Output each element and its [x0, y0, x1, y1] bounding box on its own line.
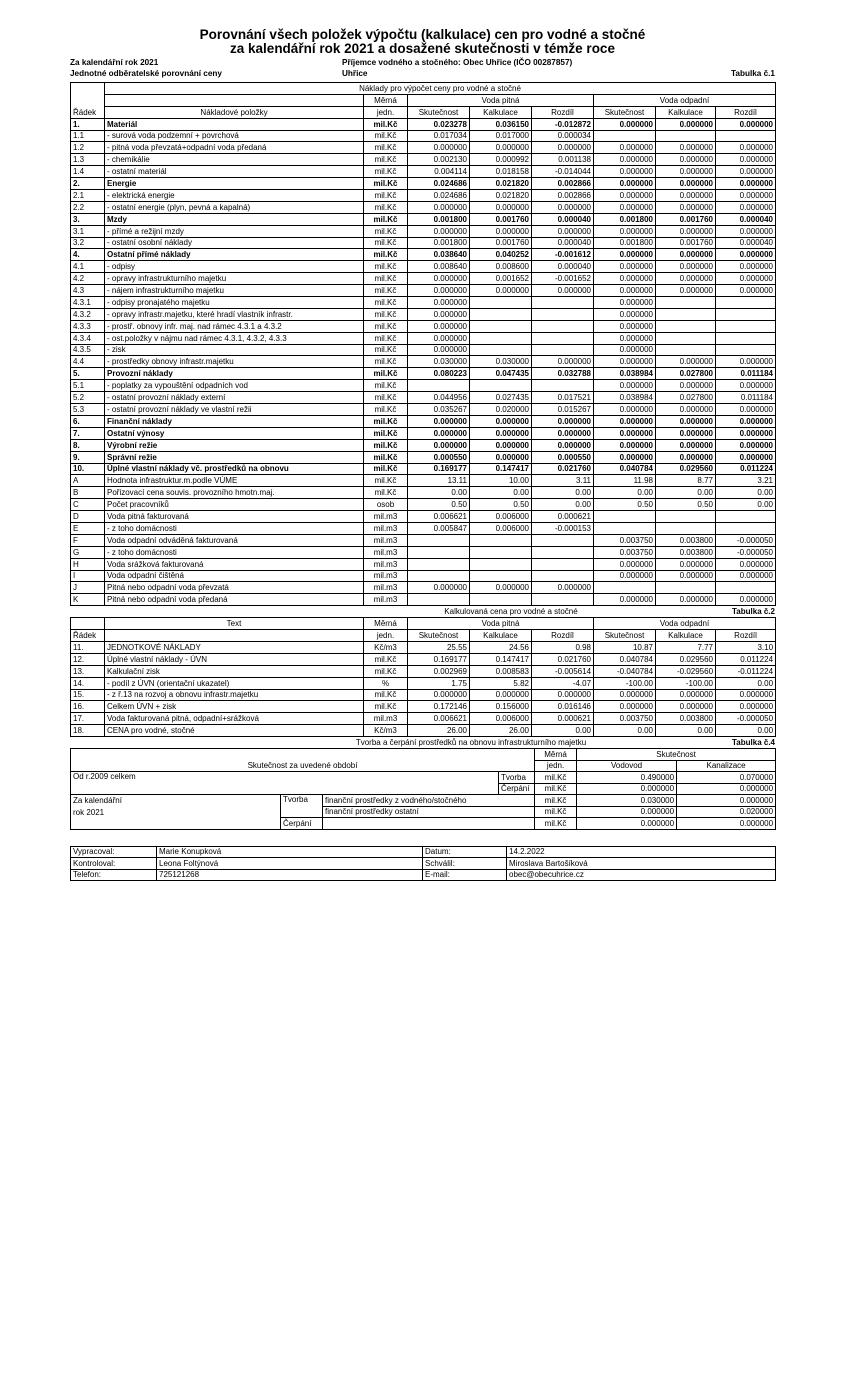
signature-table: Vypracoval: Marie Konupková Datum: 14.2.2022 Kontroloval: Leona Foltýnová Schválil: Miroslava Bartošíková Telefon: 725121268 E-mail: obec@obecuhrice.cz	[70, 846, 776, 882]
calendar-year: Za kalendářní rok 2021	[70, 58, 159, 67]
table1-label: Tabulka č.1	[731, 69, 775, 78]
table-row: 4.3.5 - zisk mil.Kč 0.000000 0.000000	[71, 344, 776, 356]
table-row: 5.3 - ostatní provozní náklady ve vlastní režii mil.Kč 0.035267 0.020000 0.015267 0.000000 0.000000 0.000000	[71, 404, 776, 416]
table2-label: Tabulka č.2	[732, 607, 775, 617]
odpadni-header: Voda odpadní	[594, 94, 776, 106]
table-row: 4.3.3 - prostř. obnovy infr. maj. nad rámec 4.3.1 a 4.3.2 mil.Kč 0.000000 0.000000	[71, 320, 776, 332]
table-row: H Voda srážková fakturovaná mil.m3 0.000000 0.000000 0.000000	[71, 558, 776, 570]
table-row: 13. Kalkulační zisk mil.Kč 0.002969 0.008583 -0.005614 -0.040784 -0.029560 -0.011224	[71, 665, 776, 677]
table2-caption: Kalkulovaná cena pro vodné a stočné Tabulka č.2	[444, 607, 775, 617]
prepared-by: Marie Konupková	[157, 846, 423, 858]
table-row: 5. Provozní náklady mil.Kč 0.080223 0.047435 0.032788 0.038984 0.027800 0.011184	[71, 368, 776, 380]
table-row: 17. Voda fakturovaná pitná, odpadní+srážková mil.m3 0.006621 0.006000 0.000621 0.003750 0.003800 -0.000050	[71, 713, 776, 725]
table-row: 1.4 - ostatní materiál mil.Kč 0.004114 0.018158 -0.014044 0.000000 0.000000 0.000000	[71, 166, 776, 178]
table-row: J Pitná nebo odpadní voda převzatá mil.m3 0.000000 0.000000 0.000000	[71, 582, 776, 594]
renewal-funds-table: Skutečnost za uvedené období Měrná Skutečnost jedn. Vodovod Kanalizace Od r.2009 celkem Tvorba mil.Kč 0.490000 0.070000 Čerpání mil.Kč 0.000000 0.000000 Za kalendářní Tvorba finanční prostředky z vodného/stočného mil.Kč 0.030000 0.000000 rok 2021 finanční prostředky ostatní mil.Kč 0.000000 0.020000 Čerpání mil.Kč 0.000000 0.000000	[70, 748, 776, 830]
table-row: 5.2 - ostatní provozní náklady externí mil.Kč 0.044956 0.027435 0.017521 0.038984 0.027800 0.011184	[71, 392, 776, 404]
table-row: 3. Mzdy mil.Kč 0.001800 0.001760 0.000040 0.001800 0.001760 0.000040	[71, 213, 776, 225]
table-row: 8. Výrobní režie mil.Kč 0.000000 0.000000 0.000000 0.000000 0.000000 0.000000	[71, 439, 776, 451]
table-row: G - z toho domácnosti mil.m3 0.003750 0.003800 -0.000050	[71, 546, 776, 558]
costs-table-body	[71, 118, 776, 606]
table-row: C Počet pracovníků osob 0.50 0.50 0.00 0.50 0.50 0.00	[71, 499, 776, 511]
table-row: 2.1 - elektrická energie mil.Kč 0.024686 0.021820 0.002866 0.000000 0.000000 0.000000	[71, 190, 776, 202]
price-table: Text Měrná Voda pitná Voda odpadní Řádek jedn. Skutečnost Kalkulace Rozdíl Skutečnost Kalkulace Rozdíl 11. JEDNOTKOVÉ NÁKLADY Kč/m3 25.55 24.56 0.98 10.87 7.77 3.10 12. Úplné vlastní náklady - ÚVN mil.Kč 0.169177 0.147417 0.021760 0.040784 0.029560 0.011224 13. Kalkulační zisk mil.Kč 0.002969 0.008583 -0.005614 -0.040784 -0.029560 -0.011224 14. - podíl z ÚVN (orientační ukazatel) % 1.75 5.82 -4.07 -100.00 -100.00 0.00 15. - z ř.13 na rozvoj a obnovu infrastr.majetku mil.Kč 0.000000 0.000000 0.000000 0.000000 0.000000 0.000000 16. Celkem ÚVN + zisk mil.Kč 0.172146 0.156000 0.016146 0.000000 0.000000 0.000000 17. Voda fakturovaná pitná, odpadní+srážková mil.m3 0.006621 0.006000 0.000621 0.003750 0.003800 -0.000050 18. CENA pro vodné, stočné Kč/m3 26.00 26.00 0.00 0.00 0.00 0.00	[70, 617, 776, 737]
table-row: B Pořizovací cena souvis. provozního hmotn.maj. mil.Kč 0.00 0.00 0.00 0.00 0.00 0.00	[71, 487, 776, 499]
table-row: 1. Materiál mil.Kč 0.023278 0.036150 -0.012872 0.000000 0.000000 0.000000	[71, 118, 776, 130]
cost-items-header: Nákladové položky	[105, 106, 364, 118]
table-row: K Pitná nebo odpadní voda předaná mil.m3 0.000000 0.000000 0.000000	[71, 594, 776, 606]
table-row: 3.1 - přímé a režijní mzdy mil.Kč 0.000000 0.000000 0.000000 0.000000 0.000000 0.000000	[71, 225, 776, 237]
table-row: 14. - podíl z ÚVN (orientační ukazatel) % 1.75 5.82 -4.07 -100.00 -100.00 0.00	[71, 677, 776, 689]
phone: 725121268	[157, 869, 423, 881]
table-row: 1.1 - surová voda podzemní + povrchová mil.Kč 0.017034 0.017000 0.000034	[71, 130, 776, 142]
approved-by: Miroslava Bartošíková	[507, 858, 776, 870]
costs-table: Řádek Náklady pro výpočet ceny pro vodné a stočné Měrná Voda pitná Voda odpadní Nákladové položky jedn. Skutečnost Kalkulace Rozdíl Skutečnost Kalkulace Rozdíl 1. Materiál mil.Kč 0.023278 0.036150 -0.012872 0.000000 0.000000 0.000000 1.1 - surová voda podzemní + povrchová mil.Kč 0.017034 0.017000 0.000034 1.2 - pitná voda převzatá+odpadní voda předaná mil.Kč 0.000000 0.000000 0.000000 0.000000 0.000000 0.000000 1.3 - chemikálie mil.Kč 0.002130 0.000992 0.001138 0.000000 0.000000 0.000000 1.4 - ostatní materiál mil.Kč 0.004114 0.018158 -0.014044 0.000000 0.000000 0.000000 2. Energie mil.Kč 0.024686 0.021820 0.002866 0.000000 0.000000 0.000000 2.1 - elektrická energie mil.Kč 0.024686 0.021820 0.002866 0.000000 0.000000 0.000000 2.2 - ostatní energie (plyn, pevná a kapalná) mil.Kč 0.000000 0.000000 0.000000 0.000000 0.000000 0.000000 3. Mzdy mil.Kč 0.001800 0.001760 0.000040 0.001800 0.001760 0.000040 3.1 - přímé a režijní mzdy mil.Kč 0.000000 0.000000 0.000000 0.000000 0.000000 0.000000 3.2 - ostatní osobní náklady mil.Kč 0.001800 0.001760 0.000040 0.001800 0.001760 0.000040 4. Ostatní přímé náklady mil.Kč 0.038640 0.040252 -0.001612 0.000000 0.000000 0.000000 4.1 - odpisy mil.Kč 0.008640 0.008600 0.000040 0.000000 0.000000 0.000000 4.2 - opravy infrastrukturního majetku mil.Kč 0.000000 0.001652 -0.001652 0.000000 0.000000 0.000000 4.3 - nájem infrastrukturního majetku mil.Kč 0.000000 0.000000 0.000000 0.000000 0.000000 0.000000 4.3.1 - odpisy pronajatého majetku mil.Kč 0.000000 0.000000 4.3.2 - opravy infrastr.majetku, které hradí vlastník infrastr. mil.Kč 0.000000 0.000000 4.3.3 - prostř. obnovy infr. maj. nad rámec 4.3.1 a 4.3.2 mil.Kč 0.000000 0.000000 4.3.4 - ost.položky v nájmu nad rámec 4.3.1, 4.3.2, 4.3.3 mil.Kč 0.000000 0.000000 4.3.5 - zisk mil.Kč 0.000000 0.000000 4.4 - prostředky obnovy infrastr.majetku mil.Kč 0.030000 0.030000 0.000000 0.000000 0.000000 0.000000 5. Provozní náklady mil.Kč 0.080223 0.047435 0.032788 0.038984 0.027800 0.011184 5.1 - poplatky za vypouštění odpadních vod mil.Kč 0.000000 0.000000 0.000000 5.2 - ostatní provozní náklady externí mil.Kč 0.044956 0.027435 0.017521 0.038984 0.027800 0.011184 5.3 - ostatní provozní náklady ve vlastní režii mil.Kč 0.035267 0.020000 0.015267 0.000000 0.000000 0.000000 6. Finanční náklady mil.Kč 0.000000 0.000000 0.000000 0.000000 0.000000 0.000000 7. Ostatní výnosy mil.Kč 0.000000 0.000000 0.000000 0.000000 0.000000 0.000000 8. Výrobní režie mil.Kč 0.000000 0.000000 0.000000 0.000000 0.000000 0.000000 9. Správní režie mil.Kč 0.000550 0.000000 0.000550 0.000000 0.000000 0.000000 10. Úplné vlastní náklady vč. prostředků na obnovu mil.Kč 0.169177 0.147417 0.021760 0.040784 0.029560 0.011224 A Hodnota infrastruktur.m.podle VÚME mil.Kč 13.11 10.00 3.11 11.98 8.77 3.21 B Pořizovací cena souvis. provozního hmotn.maj. mil.Kč 0.00 0.00 0.00 0.00 0.00 0.00 C Počet pracovníků osob 0.50 0.50 0.00 0.50 0.50 0.00 D Voda pitná fakturovaná mil.m3 0.006621 0.006000 0.000621 E - z toho domácnosti mil.m3 0.005847 0.006000 -0.000153 F Voda odpadní odváděná fakturovaná mil.m3 0.003750 0.003800 -0.000050 G - z toho domácnosti mil.m3 0.003750 0.003800 -0.000050 H Voda srážková fakturovaná mil.m3 0.000000 0.000000 0.000000 I Voda odpadní čištěná mil.m3 0.000000 0.000000 0.000000 J Pitná nebo odpadní voda převzatá mil.m3 0.000000 0.000000 0.000000 K Pitná nebo odpadní voda předaná mil.m3 0.000000 0.000000 0.000000	[70, 82, 776, 606]
recipient: Příjemce vodného a stočného: Obec Uhřice (IČO 00287857)	[342, 58, 573, 67]
checked-by: Leona Foltýnová	[157, 858, 423, 870]
document-page	[70, 28, 775, 881]
price-table-body	[71, 641, 776, 736]
table-row: 4.3.1 - odpisy pronajatého majetku mil.Kč 0.000000 0.000000	[71, 297, 776, 309]
comparison-label: Jednotné odběratelské porovnání ceny	[70, 69, 222, 78]
table-row: 2. Energie mil.Kč 0.024686 0.021820 0.002866 0.000000 0.000000 0.000000	[71, 178, 776, 190]
table-row: 4.1 - odpisy mil.Kč 0.008640 0.008600 0.000040 0.000000 0.000000 0.000000	[71, 261, 776, 273]
table-row: F Voda odpadní odváděná fakturovaná mil.m3 0.003750 0.003800 -0.000050	[71, 534, 776, 546]
table-row: I Voda odpadní čištěná mil.m3 0.000000 0.000000 0.000000	[71, 570, 776, 582]
table-row: 4. Ostatní přímé náklady mil.Kč 0.038640 0.040252 -0.001612 0.000000 0.000000 0.000000	[71, 249, 776, 261]
table-row: 4.2 - opravy infrastrukturního majetku mil.Kč 0.000000 0.001652 -0.001652 0.000000 0.000000 0.000000	[71, 273, 776, 285]
costs-group-header: Náklady pro výpočet ceny pro vodné a stočné	[105, 83, 776, 95]
table-row: 18. CENA pro vodné, stočné Kč/m3 26.00 26.00 0.00 0.00 0.00 0.00	[71, 725, 776, 737]
place: Uhřice	[342, 69, 368, 78]
table-row: D Voda pitná fakturovaná mil.m3 0.006621 0.006000 0.000621	[71, 511, 776, 523]
table-row: 4.3.2 - opravy infrastr.majetku, které hradí vlastník infrastr. mil.Kč 0.000000 0.000000	[71, 308, 776, 320]
table-row: A Hodnota infrastruktur.m.podle VÚME mil.Kč 13.11 10.00 3.11 11.98 8.77 3.21	[71, 475, 776, 487]
date: 14.2.2022	[507, 846, 776, 858]
table-row: 6. Finanční náklady mil.Kč 0.000000 0.000000 0.000000 0.000000 0.000000 0.000000	[71, 415, 776, 427]
document-title-line2: za kalendářní rok 2021 a dosažené skutečnosti v témže roce	[230, 41, 615, 56]
table-row: 10. Úplné vlastní náklady vč. prostředků na obnovu mil.Kč 0.169177 0.147417 0.021760 0.040784 0.029560 0.011224	[71, 463, 776, 475]
table-row: 3.2 - ostatní osobní náklady mil.Kč 0.001800 0.001760 0.000040 0.001800 0.001760 0.000040	[71, 237, 776, 249]
table-row: 1.2 - pitná voda převzatá+odpadní voda předaná mil.Kč 0.000000 0.000000 0.000000 0.000000 0.000000 0.000000	[71, 142, 776, 154]
table4-caption: Tvorba a čerpání prostředků na obnovu infrastrukturního majetku Tabulka č.4	[355, 738, 775, 748]
document-title-line1: Porovnání všech položek výpočtu (kalkulace) cen pro vodné a stočné	[199, 27, 646, 42]
email: obec@obecuhrice.cz	[507, 869, 776, 881]
table-row: 4.4 - prostředky obnovy infrastr.majetku mil.Kč 0.030000 0.030000 0.000000 0.000000 0.000000 0.000000	[71, 356, 776, 368]
table-row: 11. JEDNOTKOVÉ NÁKLADY Kč/m3 25.55 24.56 0.98 10.87 7.77 3.10	[71, 641, 776, 653]
table-row: 1.3 - chemikálie mil.Kč 0.002130 0.000992 0.001138 0.000000 0.000000 0.000000	[71, 154, 776, 166]
table-row: 4.3.4 - ost.položky v nájmu nad rámec 4.3.1, 4.3.2, 4.3.3 mil.Kč 0.000000 0.000000	[71, 332, 776, 344]
table-row: 4.3 - nájem infrastrukturního majetku mil.Kč 0.000000 0.000000 0.000000 0.000000 0.000000 0.000000	[71, 285, 776, 297]
table-row: 16. Celkem ÚVN + zisk mil.Kč 0.172146 0.156000 0.016146 0.000000 0.000000 0.000000	[71, 701, 776, 713]
table-row: 9. Správní režie mil.Kč 0.000550 0.000000 0.000550 0.000000 0.000000 0.000000	[71, 451, 776, 463]
table-row: 7. Ostatní výnosy mil.Kč 0.000000 0.000000 0.000000 0.000000 0.000000 0.000000	[71, 427, 776, 439]
pitna-header: Voda pitná	[408, 94, 594, 106]
table-row: 5.1 - poplatky za vypouštění odpadních vod mil.Kč 0.000000 0.000000 0.000000	[71, 380, 776, 392]
table-row: 12. Úplné vlastní náklady - ÚVN mil.Kč 0.169177 0.147417 0.021760 0.040784 0.029560 0.011224	[71, 653, 776, 665]
since-2009-label: Od r.2009 celkem	[71, 772, 499, 795]
table4-label: Tabulka č.4	[732, 738, 775, 748]
table-row: E - z toho domácnosti mil.m3 0.005847 0.006000 -0.000153	[71, 522, 776, 534]
table-row: 15. - z ř.13 na rozvoj a obnovu infrastr.majetku mil.Kč 0.000000 0.000000 0.000000 0.000000 0.000000 0.000000	[71, 689, 776, 701]
document-header	[70, 56, 775, 82]
table-row: 2.2 - ostatní energie (plyn, pevná a kapalná) mil.Kč 0.000000 0.000000 0.000000 0.000000 0.000000 0.000000	[71, 201, 776, 213]
